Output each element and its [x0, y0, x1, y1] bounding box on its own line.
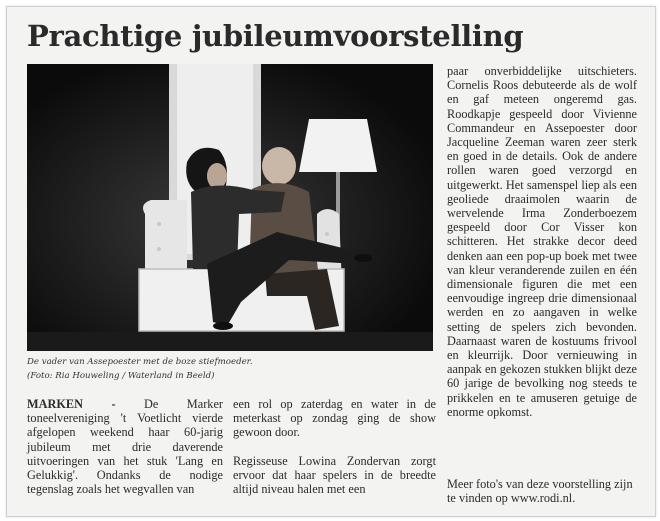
column-2-paragraph-2: Regisseuse Lowina Zondervan zorgt ervoor dat haar spelers in de breedte altijd niveau halen met een: [233, 453, 436, 497]
column-2-paragraph-1: een rol op zaterdag en water in de meterkast op zondag ging de show gewoon door.: [233, 397, 436, 440]
article-column-right: [447, 64, 637, 419]
column-1-paragraph: [27, 397, 223, 496]
headline: Prachtige jubileumvoorstelling: [27, 19, 524, 53]
stage-scene-illustration: [27, 64, 433, 351]
photo-credit: (Foto: Ria Houweling / Waterland in Beeld): [27, 371, 215, 381]
article-closing-note: [447, 477, 637, 505]
dateline: MARKEN -: [27, 397, 116, 411]
newspaper-clipping: [6, 6, 656, 517]
article-column-2: [233, 397, 436, 496]
paragraph-gap: [233, 440, 436, 454]
article-photo: [27, 64, 433, 351]
closing-note-text: Meer foto's van deze voorstelling zijn te vinden op www.rodi.nl.: [447, 477, 633, 506]
column-1-text: De Marker toneelvereniging 't Voetlicht vierde afgelopen weekend haar 60-jarig jubileum met drie daverende uitvoeringen van het stuk 'Lang en Gelukkig'. Ondanks de nodige tegenslag zoals het wegvallen van: [27, 397, 223, 497]
article-column-1: [27, 397, 223, 496]
photo-caption-block: [27, 355, 437, 383]
photo-caption: De vader van Assepoester met de boze stiefmoeder.: [27, 357, 253, 367]
column-right-text: paar onverbiddelijke uitschieters. Cornelis Roos debuteerde als de wolf en gaf meteen ongeremd gas. Roodkapje gespeeld door Vivienne Commandeur en Assepoester door Jacqueline Zeeman waren zeer sterk en goed in de details. Ook de andere rollen waren goed verzorgd en uitgewerkt. Het samenspel liep als een geoliede draaimolen waarin de wervelende Irma Zonderboezem gespeeld door Cor Visser kon schitteren. Het strakke decor deed denken aan een pop-up boek met twee van kleur veranderende zuilen en één dimensionale figuren die met een eenvoudige ingreep drie dimensionaal werden en zo aangaven in welke setting de spelers zich bevonden. Daarnaast waren de kostuums frivool en kleurrijk. Door vernieuwing in aanpak en gekozen stukken blijkt deze 60 jarige de bevolking nog steeds te prikkelen en te amuseren getuige de enorme opkomst.: [447, 64, 637, 419]
